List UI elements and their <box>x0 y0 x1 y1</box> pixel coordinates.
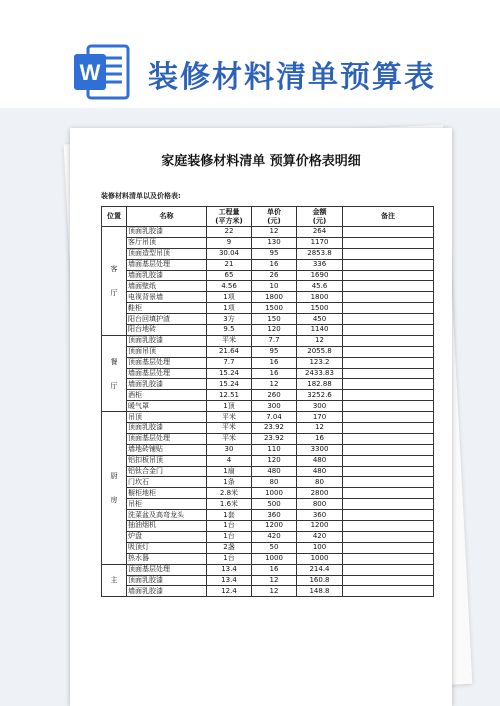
table-row <box>102 379 434 390</box>
item-price: 1000 <box>252 553 297 564</box>
item-price: 10 <box>252 281 297 292</box>
item-price: 150 <box>252 314 297 325</box>
table-row <box>102 510 434 521</box>
item-name: 酒柜 <box>127 390 207 401</box>
item-quantity: 2.8米 <box>207 488 252 499</box>
item-quantity: 1扇 <box>207 466 252 477</box>
table-row <box>102 227 434 238</box>
item-quantity: 1.6米 <box>207 499 252 510</box>
table-row <box>102 325 434 336</box>
item-amount: 182.88 <box>297 379 343 390</box>
item-name: 墙面乳胶漆 <box>127 586 207 597</box>
item-amount: 1200 <box>297 521 343 532</box>
item-amount: 450 <box>297 314 343 325</box>
table-row <box>102 444 434 455</box>
document-title: 家庭装修材料清单 预算价格表明细 <box>161 154 361 169</box>
table-row <box>102 488 434 499</box>
item-note <box>343 521 434 532</box>
table-row <box>102 346 434 357</box>
item-price: 1800 <box>252 292 297 303</box>
row-location <box>102 564 127 597</box>
item-quantity: 1项 <box>207 292 252 303</box>
item-quantity: 65 <box>207 270 252 281</box>
item-price: 23.92 <box>252 433 297 444</box>
item-price: 1500 <box>252 303 297 314</box>
item-note <box>343 499 434 510</box>
item-amount: 3300 <box>297 444 343 455</box>
item-name: 炉盘 <box>127 531 207 542</box>
item-note <box>343 444 434 455</box>
item-price: 360 <box>252 510 297 521</box>
item-note <box>343 586 434 597</box>
item-price: 1200 <box>252 521 297 532</box>
location-char: 主 <box>110 576 118 585</box>
item-price: 12 <box>252 575 297 586</box>
item-note <box>343 423 434 434</box>
row-location <box>102 335 127 411</box>
table-row <box>102 270 434 281</box>
item-note <box>343 314 434 325</box>
item-quantity: 30.04 <box>207 248 252 259</box>
item-name: 顶面造型吊顶 <box>127 248 207 259</box>
item-price: 120 <box>252 455 297 466</box>
budget-table <box>101 206 434 597</box>
item-name: 热水器 <box>127 553 207 564</box>
table-row <box>102 314 434 325</box>
table-row <box>102 401 434 412</box>
item-quantity: 4 <box>207 455 252 466</box>
item-quantity: 平米 <box>207 335 252 346</box>
table-row <box>102 259 434 270</box>
item-name: 鞋柜 <box>127 303 207 314</box>
item-name: 顶面乳胶漆 <box>127 335 207 346</box>
item-name: 电视背景墙 <box>127 292 207 303</box>
app-title: 装修材料清单预算表 <box>148 60 436 95</box>
document-page <box>70 128 452 706</box>
item-price: 12 <box>252 379 297 390</box>
item-amount: 2800 <box>297 488 343 499</box>
item-amount: 1000 <box>297 553 343 564</box>
item-note <box>343 455 434 466</box>
item-note <box>343 368 434 379</box>
col-name: 名称 <box>127 207 207 227</box>
table-row <box>102 553 434 564</box>
table-row <box>102 412 434 423</box>
table-row <box>102 303 434 314</box>
item-amount: 100 <box>297 542 343 553</box>
item-note <box>343 564 434 575</box>
item-amount: 800 <box>297 499 343 510</box>
item-amount: 148.8 <box>297 586 343 597</box>
item-amount: 45.6 <box>297 281 343 292</box>
item-name: 铝钛合金门 <box>127 466 207 477</box>
location-char: 客 <box>110 264 118 273</box>
item-name: 吊柜 <box>127 499 207 510</box>
item-price: 50 <box>252 542 297 553</box>
table-row <box>102 248 434 259</box>
item-note <box>343 281 434 292</box>
item-price: 120 <box>252 325 297 336</box>
item-amount: 12 <box>297 335 343 346</box>
item-amount: 360 <box>297 510 343 521</box>
table-row <box>102 357 434 368</box>
item-name: 顶面吊顶 <box>127 346 207 357</box>
item-quantity: 1台 <box>207 531 252 542</box>
item-quantity: 7.7 <box>207 357 252 368</box>
item-amount: 480 <box>297 455 343 466</box>
col-quantity: 工程量 (平方米) <box>207 207 252 227</box>
item-amount: 1690 <box>297 270 343 281</box>
item-note <box>343 357 434 368</box>
col-note: 备注 <box>343 207 434 227</box>
item-price: 1000 <box>252 488 297 499</box>
table-row <box>102 390 434 401</box>
item-quantity: 13.4 <box>207 575 252 586</box>
item-quantity: 1套 <box>207 510 252 521</box>
item-amount: 2433.83 <box>297 368 343 379</box>
item-price: 110 <box>252 444 297 455</box>
table-row <box>102 586 434 597</box>
item-price: 23.92 <box>252 423 297 434</box>
item-note <box>343 237 434 248</box>
item-amount: 214.4 <box>297 564 343 575</box>
item-note <box>343 542 434 553</box>
item-amount: 16 <box>297 433 343 444</box>
item-amount: 160.8 <box>297 575 343 586</box>
item-note <box>343 575 434 586</box>
table-row <box>102 542 434 553</box>
item-amount: 1500 <box>297 303 343 314</box>
item-note <box>343 292 434 303</box>
item-amount: 420 <box>297 531 343 542</box>
table-row <box>102 292 434 303</box>
item-note <box>343 248 434 259</box>
item-quantity: 22 <box>207 227 252 238</box>
table-row <box>102 521 434 532</box>
item-name: 顶面乳胶漆 <box>127 423 207 434</box>
item-amount: 1170 <box>297 237 343 248</box>
item-note <box>343 227 434 238</box>
item-amount: 264 <box>297 227 343 238</box>
item-price: 80 <box>252 477 297 488</box>
document-subtitle: 装修材料清单以及价格表: <box>101 192 181 200</box>
item-name: 顶面乳胶漆 <box>127 575 207 586</box>
table-body <box>102 227 434 597</box>
item-amount: 2055.8 <box>297 346 343 357</box>
item-quantity: 12.51 <box>207 390 252 401</box>
table-row <box>102 575 434 586</box>
item-price: 7.04 <box>252 412 297 423</box>
item-note <box>343 335 434 346</box>
item-quantity: 平米 <box>207 423 252 434</box>
item-name: 橱柜地柜 <box>127 488 207 499</box>
table-row <box>102 335 434 346</box>
item-name: 洗菜盆及高弯龙头 <box>127 510 207 521</box>
table-row <box>102 564 434 575</box>
item-name: 客厅吊顶 <box>127 237 207 248</box>
item-price: 260 <box>252 390 297 401</box>
item-note <box>343 531 434 542</box>
item-note <box>343 303 434 314</box>
item-name: 顶面基层处理 <box>127 433 207 444</box>
table-row <box>102 368 434 379</box>
item-quantity: 4.56 <box>207 281 252 292</box>
item-amount: 2853.8 <box>297 248 343 259</box>
item-quantity: 15.24 <box>207 368 252 379</box>
item-quantity: 1项 <box>207 303 252 314</box>
item-note <box>343 325 434 336</box>
item-price: 12 <box>252 227 297 238</box>
item-note <box>343 477 434 488</box>
table-row <box>102 531 434 542</box>
table-header-row <box>102 207 434 227</box>
item-quantity: 1顶 <box>207 401 252 412</box>
item-name: 墙面壁纸 <box>127 281 207 292</box>
col-amount: 金额 (元) <box>297 207 343 227</box>
item-price: 420 <box>252 531 297 542</box>
location-char: 餐 <box>110 357 118 366</box>
table-row <box>102 433 434 444</box>
item-amount: 170 <box>297 412 343 423</box>
item-amount: 1140 <box>297 325 343 336</box>
table-row <box>102 466 434 477</box>
item-name: 顶面基层处理 <box>127 357 207 368</box>
item-note <box>343 390 434 401</box>
item-price: 12 <box>252 586 297 597</box>
svg-text:W: W <box>79 60 101 85</box>
item-price: 130 <box>252 237 297 248</box>
item-price: 16 <box>252 259 297 270</box>
item-note <box>343 270 434 281</box>
item-name: 暖气罩 <box>127 401 207 412</box>
item-note <box>343 510 434 521</box>
item-name: 抽油烟机 <box>127 521 207 532</box>
header-banner <box>0 0 500 108</box>
table-row <box>102 455 434 466</box>
item-note <box>343 412 434 423</box>
row-location <box>102 227 127 336</box>
item-note <box>343 466 434 477</box>
item-quantity: 21.64 <box>207 346 252 357</box>
item-amount: 336 <box>297 259 343 270</box>
item-quantity: 30 <box>207 444 252 455</box>
item-name: 顶面乳胶漆 <box>127 227 207 238</box>
item-price: 16 <box>252 368 297 379</box>
item-name: 阳台回填护渣 <box>127 314 207 325</box>
item-note <box>343 259 434 270</box>
location-char: 厨 <box>110 471 118 480</box>
item-name: 铝扣板吊顶 <box>127 455 207 466</box>
item-price: 95 <box>252 346 297 357</box>
item-note <box>343 488 434 499</box>
item-amount: 12 <box>297 423 343 434</box>
item-note <box>343 379 434 390</box>
item-quantity: 1台 <box>207 553 252 564</box>
col-position: 位置 <box>102 207 127 227</box>
item-name: 墙面基层处理 <box>127 259 207 270</box>
item-amount: 123.2 <box>297 357 343 368</box>
table-row <box>102 281 434 292</box>
item-quantity: 13.4 <box>207 564 252 575</box>
item-quantity: 平米 <box>207 433 252 444</box>
word-icon <box>70 40 134 104</box>
item-price: 7.7 <box>252 335 297 346</box>
item-name: 吊顶 <box>127 412 207 423</box>
item-name: 墙地砖铺贴 <box>127 444 207 455</box>
item-quantity: 平米 <box>207 412 252 423</box>
item-amount: 480 <box>297 466 343 477</box>
item-quantity: 12.4 <box>207 586 252 597</box>
table-row <box>102 237 434 248</box>
item-amount: 80 <box>297 477 343 488</box>
item-price: 26 <box>252 270 297 281</box>
location-char: 厅 <box>110 288 118 297</box>
item-name: 吸顶灯 <box>127 542 207 553</box>
table-row <box>102 477 434 488</box>
item-price: 16 <box>252 357 297 368</box>
item-amount: 3252.6 <box>297 390 343 401</box>
item-note <box>343 346 434 357</box>
item-note <box>343 553 434 564</box>
item-amount: 1800 <box>297 292 343 303</box>
item-note <box>343 401 434 412</box>
row-location <box>102 412 127 564</box>
item-name: 阳台地砖 <box>127 325 207 336</box>
item-name: 顶面基层处理 <box>127 564 207 575</box>
item-price: 480 <box>252 466 297 477</box>
item-quantity: 9 <box>207 237 252 248</box>
item-price: 16 <box>252 564 297 575</box>
item-quantity: 9.5 <box>207 325 252 336</box>
item-quantity: 3方 <box>207 314 252 325</box>
item-price: 95 <box>252 248 297 259</box>
item-quantity: 15.24 <box>207 379 252 390</box>
table-row <box>102 423 434 434</box>
item-quantity: 1台 <box>207 521 252 532</box>
item-quantity: 21 <box>207 259 252 270</box>
item-amount: 300 <box>297 401 343 412</box>
item-name: 墙面基层处理 <box>127 368 207 379</box>
item-name: 墙面乳胶漆 <box>127 270 207 281</box>
table-row <box>102 499 434 510</box>
col-price: 单价 (元) <box>252 207 297 227</box>
location-char: 房 <box>110 495 118 504</box>
item-note <box>343 433 434 444</box>
location-char: 厅 <box>110 381 118 390</box>
item-name: 门坎石 <box>127 477 207 488</box>
item-price: 500 <box>252 499 297 510</box>
item-quantity: 1条 <box>207 477 252 488</box>
item-quantity: 2盏 <box>207 542 252 553</box>
item-name: 墙面乳胶漆 <box>127 379 207 390</box>
item-price: 300 <box>252 401 297 412</box>
